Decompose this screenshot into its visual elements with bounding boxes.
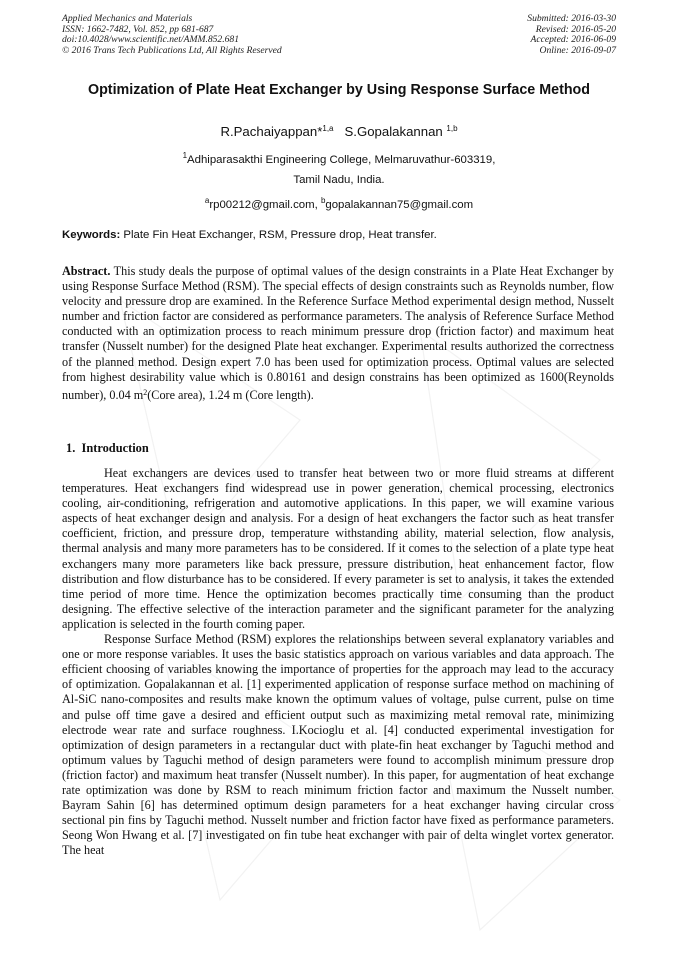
affiliation-sup: 1 (182, 151, 188, 160)
keywords-label: Keywords: (62, 229, 121, 241)
abstract-text: This study deals the purpose of optimal values of the design constraints in a Plate Heat Exchanger by using Response Surface Method (RSM). The special effects of design constraints such as Reynolds number, flow velocity and pressure drop are examined. In the Reference Surface Method experimental design method, Nusselt number and friction factor are considered as performance parameters. The analysis of Reference Surface Method conducted with an optimization process to reach minimum pressure drop (friction factor) and maximum heat transfer (Nusselt number) for the designed Plate heat exchanger. Experimental results authorized the correctness of the planned method. Design expert 7.0 has been used for optimization process. Optimal values are selected from highest desirability value which is 0.80161 and design constrains has been optimized as 1600(Reynolds number), 0.04 m (62, 264, 615, 402)
abstract: Abstract. This study deals the purpose of optimal values of the design constraints in a Plate Heat Exchanger by using Response Surface Method (RSM). The special effects of design constraints such as Reynolds number, flow velocity and pressure drop are examined. In the Reference Surface Method experimental design method, Nusselt number and friction factor are considered as performance parameters. The analysis of Reference Surface Method conducted with an optimization process to reach minimum pressure drop (friction factor) and maximum heat transfer (Nusselt number) for the designed Plate heat exchanger. Experimental results authorized the correctness of the planned method. Design expert 7.0 has been used for optimization process. Optimal values are selected from highest desirability value which is 0.80161 and design constrains has been optimized as 1600(Reynolds number), 0.04 $m^2(Core$ area), 1.24 m (Core length). (62, 264, 615, 402)
date-submitted: Submitted: 2016-03-30 (527, 13, 616, 24)
date-online: Online: 2016-09-07 (539, 44, 616, 56)
keywords (62, 229, 622, 241)
author-sup: 1,b (446, 124, 458, 133)
journal-issn: ISSN: 1662-7482, Vol. 852, pp 681-687 (62, 23, 214, 35)
author-name: S.Gopalakannan (344, 124, 443, 139)
introduction-body (62, 466, 614, 858)
author-list (62, 124, 616, 139)
date-accepted: Accepted: 2016-06-09 (530, 34, 616, 46)
author-emails: $^a$rp00212@gmail.com, $^b$gopalakannan75@gmail.com (204, 196, 474, 211)
email-link[interactable]: rp00212@gmail.com, (209, 199, 321, 211)
journal-doi: doi:10.4028/www.scientific.net/AMM.852.681 (62, 34, 240, 46)
publication-dates (527, 14, 616, 56)
affiliation-line-1: $^1$Adhiparasakthi Engineering College, Melmaruvathur-603319, (182, 151, 496, 166)
paragraph: Response Surface Method (RSM) explores the relationships between several explanatory variables and one or more response variables. It uses the basic statistics approach on various variables and data approach. The efficient choosing of variables knowing the importance of properties for the approach may lead to the accuracy of optimization. Gopalakannan et al. [1] experimented application of response surface method on machining of Al-SiC nano-composites and results make known the optimum values of voltage, pulse current, pulse on time and pulse off time gave a desired and efficient output such as maximizing metal removal rate, minimizing electrode wear rate and surface roughness. I.Kocioglu et al. [4] conducted experimental investigation for optimization of design parameters in a rectangular duct with plate-fin heat exchanger by Taguchi method and optimum values by Taguchi method of design parameters were found to accomplish minimum pressure drop (friction factor) and maximum heat transfer (Nusselt number). In this paper, for augmentation of heat exchange rate optimization was done by RSM to reach minimum friction factor and maximum the Nusselt number. Bayram Sahin [6] has determined optimum design parameters for a heat exchanger having circular cross sectional pin fins by Taguchi method. Nusselt number and friction factor have fixed as performance parameters. Seong Won Hwang et al. [7] investigated on fin tube heat exchanger with pair of delta winglet vortex generator. The heat (62, 632, 614, 858)
journal-info (62, 14, 282, 56)
abstract-label: Abstract. (62, 264, 111, 278)
section-heading: 1. Introduction (66, 441, 149, 455)
author-sup: 1,a (322, 124, 334, 133)
author-name: R.Pachaiyappan* (220, 124, 323, 139)
affiliation-line-2: Tamil Nadu, India. (293, 174, 385, 186)
date-revised: Revised: 2016-05-20 (535, 23, 616, 35)
journal-name: Applied Mechanics and Materials (62, 13, 193, 24)
journal-copyright: © 2016 Trans Tech Publications Ltd, All Rights Reserved (62, 44, 282, 56)
keywords-text: Plate Fin Heat Exchanger, RSM, Pressure drop, Heat transfer. (123, 229, 437, 241)
email-link[interactable]: gopalakannan75@gmail.com (325, 199, 474, 211)
paper-title: Optimization of Plate Heat Exchanger by Using Response Surface Method (87, 82, 591, 98)
paragraph: Heat exchangers are devices used to transfer heat between two or more fluid streams at different temperatures. Heat exchangers find widespread use in power generation, chemical processing, electronics cooling, air-conditioning, refrigeration and automotive applications. In this paper, we will examine various aspects of heat exchanger design and analysis. For a design of heat exchangers the factor such as heat transfer coefficient, friction, and pressure drop, temperature withstanding ability, material selection, flow analysis, thermal analysis and many more parameters has to be considered. If it comes to the selection of a plate type heat exchangers many more parameters like back pressure, pressure distribution, heat enhancement factor, flow distribution and flow disturbance has to be considered. If every parameter is set to analysis, it takes the extended time period of more time. Hence the optimization becomes practically time consuming than the product designing. The effective selective of the interaction parameter and the significant parameter for the analyzing application is selected in the fourth coming paper. (62, 466, 614, 631)
